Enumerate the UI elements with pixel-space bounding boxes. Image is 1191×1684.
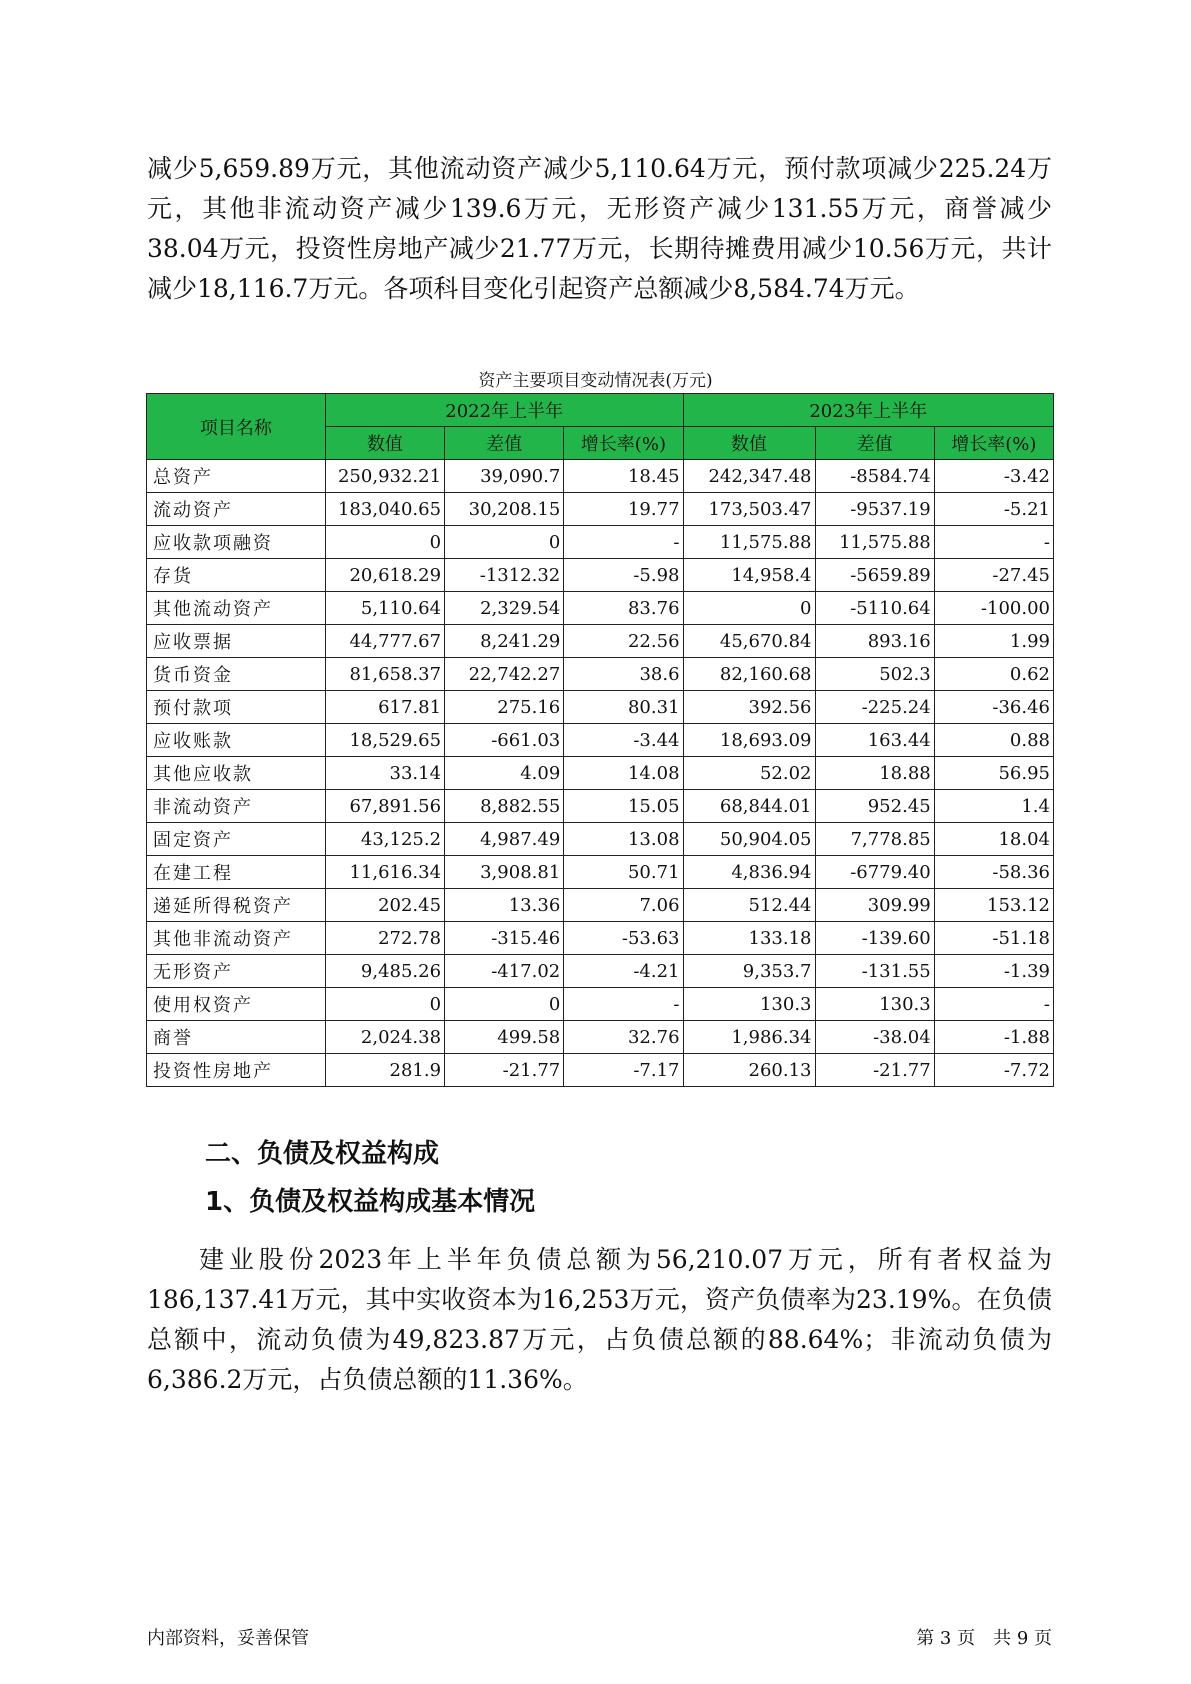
table-row bbox=[147, 889, 1054, 922]
row-item-name: 预付款项 bbox=[147, 691, 326, 724]
row-value-cell: 0 bbox=[683, 592, 815, 625]
row-value-cell: -417.02 bbox=[445, 955, 564, 988]
row-item-name: 非流动资产 bbox=[147, 790, 326, 823]
row-value-cell: 617.81 bbox=[325, 691, 444, 724]
row-value-cell: -27.45 bbox=[934, 559, 1053, 592]
row-value-cell: 1.99 bbox=[934, 625, 1053, 658]
row-value-cell: -661.03 bbox=[445, 724, 564, 757]
table-row bbox=[147, 1021, 1054, 1054]
row-value-cell: 33.14 bbox=[325, 757, 444, 790]
row-value-cell: 499.58 bbox=[445, 1021, 564, 1054]
subheader-value: 数值 bbox=[325, 427, 444, 460]
body-paragraph: 建业股份2023年上半年负债总额为56,210.07万元，所有者权益为186,137.41万元，其中实收资本为16,253万元，资产负债率为23.19%。在负债总额中，流动负债为49,823.87万元，占负债总额的88.64%；非流动负债为6,386.2万元，占负债总额的11.36%。 bbox=[147, 1245, 1052, 1394]
row-value-cell: 8,882.55 bbox=[445, 790, 564, 823]
table-row bbox=[147, 757, 1054, 790]
row-value-cell: 130.3 bbox=[815, 988, 934, 1021]
row-value-cell: 18,529.65 bbox=[325, 724, 444, 757]
table-row bbox=[147, 1054, 1054, 1087]
row-value-cell: 502.3 bbox=[815, 658, 934, 691]
table-row bbox=[147, 658, 1054, 691]
subheader-growth: 增长率(%) bbox=[934, 427, 1053, 460]
column-header-item: 项目名称 bbox=[147, 394, 326, 460]
row-value-cell: 14.08 bbox=[564, 757, 683, 790]
row-value-cell: 242,347.48 bbox=[683, 460, 815, 493]
row-value-cell: 11,575.88 bbox=[815, 526, 934, 559]
column-header-period-2022: 2022年上半年 bbox=[325, 394, 683, 427]
row-value-cell: 1,986.34 bbox=[683, 1021, 815, 1054]
row-value-cell: 4,987.49 bbox=[445, 823, 564, 856]
row-item-name: 存货 bbox=[147, 559, 326, 592]
row-value-cell: 13.08 bbox=[564, 823, 683, 856]
row-value-cell: 260.13 bbox=[683, 1054, 815, 1087]
row-value-cell: 183,040.65 bbox=[325, 493, 444, 526]
section-heading: 二、负债及权益构成 bbox=[205, 1139, 440, 1169]
row-value-cell: 8,241.29 bbox=[445, 625, 564, 658]
row-value-cell: 18.88 bbox=[815, 757, 934, 790]
row-value-cell: 68,844.01 bbox=[683, 790, 815, 823]
footer-confidential-note: 内部资料，妥善保管 bbox=[147, 1628, 309, 1649]
column-header-period-2023: 2023年上半年 bbox=[683, 394, 1053, 427]
row-value-cell: 0 bbox=[325, 526, 444, 559]
row-item-name: 流动资产 bbox=[147, 493, 326, 526]
row-value-cell: 11,616.34 bbox=[325, 856, 444, 889]
row-value-cell: 4,836.94 bbox=[683, 856, 815, 889]
row-value-cell: 30,208.15 bbox=[445, 493, 564, 526]
row-value-cell: 1.4 bbox=[934, 790, 1053, 823]
row-value-cell: -58.36 bbox=[934, 856, 1053, 889]
row-value-cell: 18.04 bbox=[934, 823, 1053, 856]
row-value-cell: -53.63 bbox=[564, 922, 683, 955]
row-item-name: 货币资金 bbox=[147, 658, 326, 691]
row-item-name: 应收款项融资 bbox=[147, 526, 326, 559]
row-item-name: 使用权资产 bbox=[147, 988, 326, 1021]
table-row bbox=[147, 790, 1054, 823]
row-value-cell: 50.71 bbox=[564, 856, 683, 889]
row-value-cell: 0 bbox=[445, 988, 564, 1021]
row-value-cell: 22.56 bbox=[564, 625, 683, 658]
asset-change-table bbox=[146, 393, 1054, 1087]
table-row bbox=[147, 691, 1054, 724]
table-row bbox=[147, 493, 1054, 526]
row-value-cell: 0 bbox=[325, 988, 444, 1021]
row-value-cell: 0 bbox=[445, 526, 564, 559]
row-value-cell: -131.55 bbox=[815, 955, 934, 988]
row-value-cell: 2,024.38 bbox=[325, 1021, 444, 1054]
row-value-cell: 2,329.54 bbox=[445, 592, 564, 625]
row-value-cell: 153.12 bbox=[934, 889, 1053, 922]
row-value-cell: 56.95 bbox=[934, 757, 1053, 790]
row-value-cell: 0.62 bbox=[934, 658, 1053, 691]
row-value-cell: -38.04 bbox=[815, 1021, 934, 1054]
row-value-cell: 7.06 bbox=[564, 889, 683, 922]
row-item-name: 应收票据 bbox=[147, 625, 326, 658]
row-value-cell: - bbox=[564, 526, 683, 559]
row-value-cell: 250,932.21 bbox=[325, 460, 444, 493]
row-value-cell: -21.77 bbox=[815, 1054, 934, 1087]
row-value-cell: -5110.64 bbox=[815, 592, 934, 625]
row-value-cell: 4.09 bbox=[445, 757, 564, 790]
subheader-growth: 增长率(%) bbox=[564, 427, 683, 460]
table-row bbox=[147, 724, 1054, 757]
row-value-cell: 18,693.09 bbox=[683, 724, 815, 757]
row-item-name: 其他应收款 bbox=[147, 757, 326, 790]
row-value-cell: -1312.32 bbox=[445, 559, 564, 592]
row-value-cell: 45,670.84 bbox=[683, 625, 815, 658]
row-value-cell: 15.05 bbox=[564, 790, 683, 823]
row-value-cell: 13.36 bbox=[445, 889, 564, 922]
row-value-cell: -5.21 bbox=[934, 493, 1053, 526]
row-value-cell: - bbox=[564, 988, 683, 1021]
row-value-cell: -7.72 bbox=[934, 1054, 1053, 1087]
row-value-cell: -21.77 bbox=[445, 1054, 564, 1087]
row-value-cell: 392.56 bbox=[683, 691, 815, 724]
table-row bbox=[147, 592, 1054, 625]
subheader-diff: 差值 bbox=[815, 427, 934, 460]
row-item-name: 总资产 bbox=[147, 460, 326, 493]
row-item-name: 固定资产 bbox=[147, 823, 326, 856]
row-value-cell: 281.9 bbox=[325, 1054, 444, 1087]
row-value-cell: -8584.74 bbox=[815, 460, 934, 493]
row-value-cell: 275.16 bbox=[445, 691, 564, 724]
row-value-cell: 202.45 bbox=[325, 889, 444, 922]
row-value-cell: 19.77 bbox=[564, 493, 683, 526]
row-item-name: 在建工程 bbox=[147, 856, 326, 889]
subheader-diff: 差值 bbox=[445, 427, 564, 460]
row-value-cell: 163.44 bbox=[815, 724, 934, 757]
row-item-name: 其他非流动资产 bbox=[147, 922, 326, 955]
row-value-cell: -1.88 bbox=[934, 1021, 1053, 1054]
table-header-row bbox=[147, 394, 1054, 427]
row-value-cell: 173,503.47 bbox=[683, 493, 815, 526]
row-value-cell: 952.45 bbox=[815, 790, 934, 823]
row-value-cell: -7.17 bbox=[564, 1054, 683, 1087]
row-value-cell: -5659.89 bbox=[815, 559, 934, 592]
table-row bbox=[147, 922, 1054, 955]
row-value-cell: 5,110.64 bbox=[325, 592, 444, 625]
row-value-cell: 39,090.7 bbox=[445, 460, 564, 493]
row-value-cell: 11,575.88 bbox=[683, 526, 815, 559]
row-value-cell: 20,618.29 bbox=[325, 559, 444, 592]
row-value-cell: 22,742.27 bbox=[445, 658, 564, 691]
row-value-cell: 9,485.26 bbox=[325, 955, 444, 988]
row-value-cell: 82,160.68 bbox=[683, 658, 815, 691]
row-value-cell: 14,958.4 bbox=[683, 559, 815, 592]
row-value-cell: 38.6 bbox=[564, 658, 683, 691]
row-value-cell: 52.02 bbox=[683, 757, 815, 790]
row-item-name: 应收账款 bbox=[147, 724, 326, 757]
row-value-cell: -315.46 bbox=[445, 922, 564, 955]
row-value-cell: 7,778.85 bbox=[815, 823, 934, 856]
row-value-cell: -5.98 bbox=[564, 559, 683, 592]
row-value-cell: -1.39 bbox=[934, 955, 1053, 988]
row-item-name: 其他流动资产 bbox=[147, 592, 326, 625]
row-value-cell: 32.76 bbox=[564, 1021, 683, 1054]
table-row bbox=[147, 823, 1054, 856]
row-value-cell: -9537.19 bbox=[815, 493, 934, 526]
row-value-cell: 50,904.05 bbox=[683, 823, 815, 856]
row-value-cell: -4.21 bbox=[564, 955, 683, 988]
row-item-name: 投资性房地产 bbox=[147, 1054, 326, 1087]
row-value-cell: 67,891.56 bbox=[325, 790, 444, 823]
row-value-cell: -100.00 bbox=[934, 592, 1053, 625]
table-body bbox=[147, 460, 1054, 1087]
table-row bbox=[147, 526, 1054, 559]
row-value-cell: -51.18 bbox=[934, 922, 1053, 955]
row-value-cell: 512.44 bbox=[683, 889, 815, 922]
row-value-cell: 0.88 bbox=[934, 724, 1053, 757]
table-row bbox=[147, 460, 1054, 493]
row-value-cell: 43,125.2 bbox=[325, 823, 444, 856]
row-value-cell: 83.76 bbox=[564, 592, 683, 625]
table-row bbox=[147, 856, 1054, 889]
row-value-cell: -225.24 bbox=[815, 691, 934, 724]
row-value-cell: 9,353.7 bbox=[683, 955, 815, 988]
subsection-heading: 1、负债及权益构成基本情况 bbox=[205, 1187, 536, 1217]
row-value-cell: -3.44 bbox=[564, 724, 683, 757]
table-row bbox=[147, 559, 1054, 592]
intro-paragraph: 减少5,659.89万元，其他流动资产减少5,110.64万元，预付款项减少225.24万元，其他非流动资产减少139.6万元，无形资产减少131.55万元，商誉减少38.04万元，投资性房地产减少21.77万元，长期待摊费用减少10.56万元，共计减少18,116.7万元。各项科目变化引起资产总额减少8,584.74万元。 bbox=[147, 154, 1052, 303]
table-row bbox=[147, 955, 1054, 988]
row-value-cell: 130.3 bbox=[683, 988, 815, 1021]
row-value-cell: - bbox=[934, 526, 1053, 559]
row-value-cell: -139.60 bbox=[815, 922, 934, 955]
row-value-cell: 272.78 bbox=[325, 922, 444, 955]
row-value-cell: 18.45 bbox=[564, 460, 683, 493]
row-value-cell: 3,908.81 bbox=[445, 856, 564, 889]
row-value-cell: -3.42 bbox=[934, 460, 1053, 493]
row-value-cell: 44,777.67 bbox=[325, 625, 444, 658]
row-item-name: 商誉 bbox=[147, 1021, 326, 1054]
subheader-value: 数值 bbox=[683, 427, 815, 460]
row-value-cell: 893.16 bbox=[815, 625, 934, 658]
table-caption: 资产主要项目变动情况表(万元) bbox=[478, 371, 713, 391]
row-value-cell: 80.31 bbox=[564, 691, 683, 724]
row-value-cell: -6779.40 bbox=[815, 856, 934, 889]
row-value-cell: 309.99 bbox=[815, 889, 934, 922]
row-item-name: 无形资产 bbox=[147, 955, 326, 988]
table-row bbox=[147, 625, 1054, 658]
row-value-cell: -36.46 bbox=[934, 691, 1053, 724]
row-item-name: 递延所得税资产 bbox=[147, 889, 326, 922]
table-row bbox=[147, 988, 1054, 1021]
footer-page-number: 第 3 页 共 9 页 bbox=[916, 1628, 1052, 1649]
row-value-cell: 81,658.37 bbox=[325, 658, 444, 691]
row-value-cell: - bbox=[934, 988, 1053, 1021]
row-value-cell: 133.18 bbox=[683, 922, 815, 955]
